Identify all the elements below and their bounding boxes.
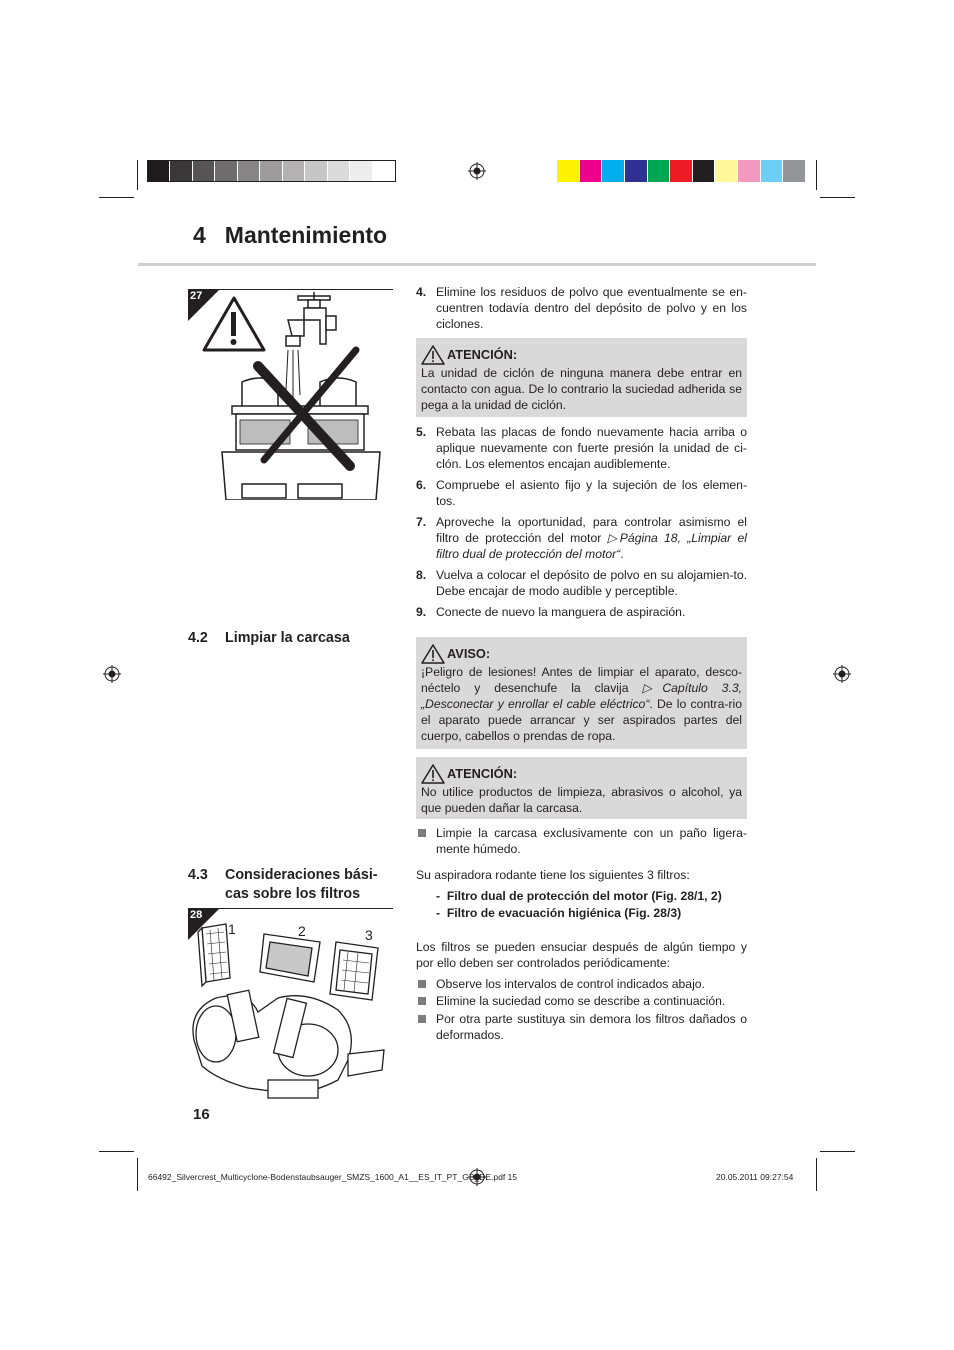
- step-text: [436, 514, 747, 562]
- bullet-square-icon: [418, 997, 426, 1005]
- registration-mark-icon: [833, 665, 851, 683]
- warning-title: AVISO:: [447, 646, 491, 661]
- color-swatch: [557, 160, 580, 182]
- section-heading: [188, 629, 388, 648]
- page-reference-link[interactable]: ▷Página 18, „Limpiar el filtro dual de protección del motor“: [436, 531, 747, 561]
- step-item: [416, 424, 747, 472]
- color-swatch: [580, 160, 603, 182]
- crop-mark: [99, 1151, 134, 1152]
- cmyk-color-bar: [557, 160, 806, 182]
- step-number: 5.: [416, 425, 427, 439]
- attention-box: [416, 338, 747, 417]
- color-swatch: [761, 160, 784, 182]
- figure-28-filters-illustration: [188, 920, 393, 1105]
- registration-mark-icon: [468, 162, 486, 180]
- crop-mark: [137, 160, 138, 190]
- step-item: [416, 284, 747, 332]
- footer-filename: 66492_Silvercrest_Multicyclone-Bodenstaubsauger_SMZS_1600_A1__ES_IT_PT_GB_DE.pdf 15: [148, 1172, 518, 1182]
- color-swatch: [350, 161, 372, 181]
- filter-list-item: - Filtro de evacuación higiénica (Fig. 28/3): [436, 906, 682, 920]
- chapter-reference-link[interactable]: ▷Capítulo 3.3, „Desconectar y enrollar el cable eléctrico“: [421, 681, 742, 711]
- bullet-square-icon: [418, 829, 426, 837]
- bullet-item: [416, 825, 747, 857]
- color-swatch: [648, 160, 671, 182]
- attention-title: ATENCIÓN:: [447, 347, 518, 362]
- section-heading: [188, 866, 393, 904]
- chapter-number: 4: [193, 222, 206, 248]
- crop-mark: [820, 197, 855, 198]
- step-text: Rebata las placas de fondo nuevamente hacia arriba o aplique nuevamente con fuerte presión la unidad de ci-clón. Los elementos encajan audiblemente.: [436, 425, 747, 471]
- step-text: Compruebe el asiento fijo y la sujeción de los elemen-tos.: [436, 478, 747, 508]
- figure-label: 3: [365, 927, 373, 943]
- bullet-text: Observe los intervalos de control indicados abajo.: [436, 977, 705, 991]
- step-number: 4.: [416, 285, 427, 299]
- crop-mark: [820, 1151, 855, 1152]
- step-text: Elimine los residuos de polvo que eventualmente se en-cuentren todavía dentro del depósito de polvo y en los ciclones.: [436, 285, 747, 331]
- step-item: [416, 567, 747, 599]
- filter-list-item: - Filtro dual de protección del motor (Fig. 28/1, 2): [436, 889, 722, 903]
- warning-text: [421, 664, 742, 744]
- color-swatch: [625, 160, 648, 182]
- warning-text-part: . De lo contra-rio el aparato puede arrancar y ser aspirados partes del cuerpo, cabellos o prendas de ropa.: [421, 697, 742, 743]
- step-text-part: .: [620, 547, 624, 561]
- color-swatch: [670, 160, 693, 182]
- warning-triangle-icon: [421, 644, 445, 664]
- bullet-square-icon: [418, 980, 426, 988]
- color-swatch: [693, 160, 716, 182]
- color-swatch: [715, 160, 738, 182]
- step-number: 9.: [416, 605, 427, 619]
- color-swatch: [215, 161, 237, 181]
- step-item: [416, 604, 747, 620]
- color-swatch: [238, 161, 260, 181]
- attention-text: No utilice productos de limpieza, abrasivos o alcohol, ya que pueden dañar la carcasa.: [421, 785, 742, 815]
- step-text: Conecte de nuevo la manguera de aspiración.: [436, 605, 686, 619]
- color-swatch: [283, 161, 305, 181]
- warning-text-part: ¡Peligro de lesiones! Antes de limpiar el aparato, desco-néctelo y desenchufe la clavija: [421, 665, 742, 695]
- step-text-part: Aproveche la oportunidad, para controlar asimismo el filtro de protección del motor: [436, 515, 747, 545]
- footer-timestamp: 20.05.2011 09:27:54: [716, 1172, 794, 1182]
- figure-number: 28: [190, 909, 203, 921]
- attention-text: La unidad de ciclón de ninguna manera debe entrar en contacto con agua. De lo contrario la suciedad adherida se pega a la unidad de ciclón.: [421, 366, 742, 412]
- step-text: Vuelva a colocar el depósito de polvo en su alojamien-to. Debe encajar de modo audible y perceptible.: [436, 568, 747, 598]
- attention-title: ATENCIÓN:: [447, 766, 518, 781]
- registration-mark-icon: [103, 665, 121, 683]
- crop-mark: [137, 1158, 138, 1191]
- bullet-item: [416, 993, 747, 1009]
- step-item: [416, 477, 747, 509]
- step-item: [416, 514, 747, 562]
- warning-triangle-icon: [421, 345, 445, 365]
- filter-name: Filtro de evacuación higiénica (Fig. 28/3): [446, 906, 682, 920]
- bullet-item: [416, 1011, 747, 1043]
- heading-rule: [138, 263, 816, 266]
- section-title: Consideraciones bási-cas sobre los filtros: [225, 867, 378, 902]
- figure-number: 27: [190, 290, 203, 302]
- chapter-heading: [193, 222, 387, 249]
- step-number: 7.: [416, 515, 427, 529]
- page-number: 16: [193, 1106, 210, 1123]
- section-number: 4.2: [188, 630, 208, 646]
- color-swatch: [373, 161, 395, 181]
- bullet-item: [416, 976, 747, 992]
- crop-mark: [99, 197, 134, 198]
- color-swatch: [305, 161, 327, 181]
- step-number: 6.: [416, 478, 427, 492]
- section-title: Limpiar la carcasa: [225, 630, 350, 646]
- bullet-text: Elimine la suciedad como se describe a continuación.: [436, 994, 726, 1008]
- color-swatch: [738, 160, 761, 182]
- bullet-text: Limpie la carcasa exclusivamente con un paño ligera-mente húmedo.: [436, 826, 747, 856]
- color-swatch: [193, 161, 215, 181]
- figure-27-cyclone-no-water-illustration: [200, 290, 395, 500]
- filters-intro: Su aspiradora rodante tiene los siguientes 3 filtros:: [416, 868, 690, 882]
- color-swatch: [602, 160, 625, 182]
- figure-label: 1: [228, 921, 236, 937]
- bullet-text: Por otra parte sustituya sin demora los filtros dañados o deformados.: [436, 1012, 747, 1042]
- color-swatch: [328, 161, 350, 181]
- attention-box: [416, 757, 747, 819]
- bullet-square-icon: [418, 1015, 426, 1023]
- gray-color-bar: [147, 160, 396, 182]
- color-swatch: [260, 161, 282, 181]
- warning-box: [416, 637, 747, 749]
- color-swatch: [170, 161, 192, 181]
- section-number: 4.3: [188, 867, 208, 883]
- color-swatch: [148, 161, 170, 181]
- color-swatch: [783, 160, 806, 182]
- filter-name: Filtro dual de protección del motor (Fig. 28/1, 2): [446, 889, 722, 903]
- crop-mark: [816, 1158, 817, 1191]
- chapter-title: Mantenimiento: [224, 222, 388, 248]
- figure-label: 2: [298, 923, 306, 939]
- step-number: 8.: [416, 568, 427, 582]
- filters-paragraph: Los filtros se pueden ensuciar después de algún tiempo y por ello deben ser controlados periódicamente:: [416, 940, 747, 970]
- crop-mark: [816, 160, 817, 190]
- warning-triangle-icon: [421, 764, 445, 784]
